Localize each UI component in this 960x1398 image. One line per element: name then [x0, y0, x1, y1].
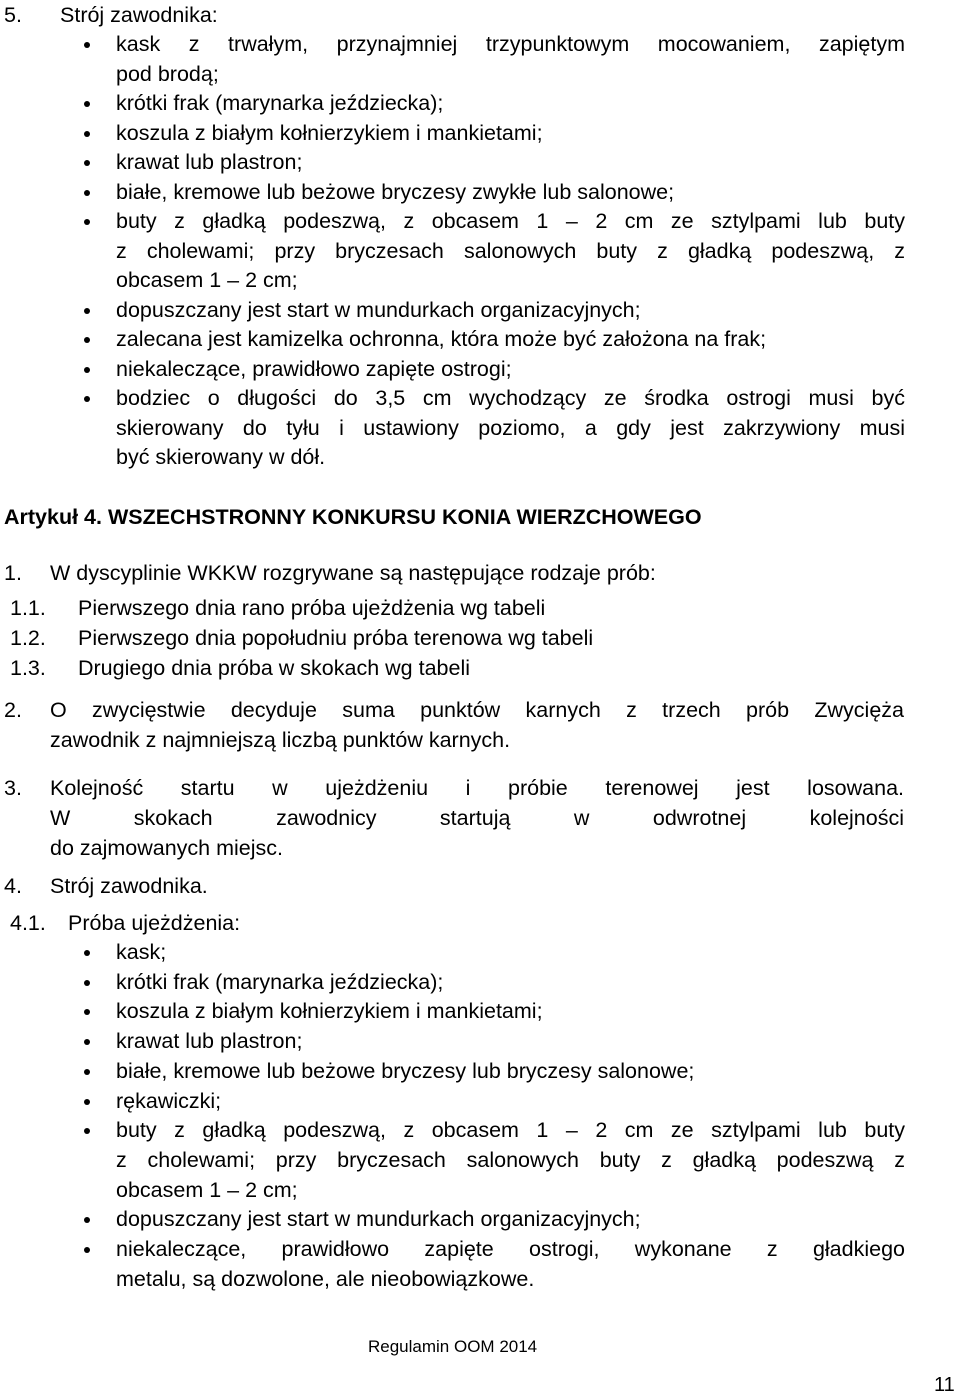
list-item-line: białe, kremowe lub beżowe bryczesy lub bryczesy salonowe;: [116, 1058, 695, 1083]
sub-text: Pierwszego dnia popołudniu próba terenowa wg tabeli: [78, 626, 594, 650]
article-heading: Artykuł 4. WSZECHSTRONNY KONKURSU KONIA WIERZCHOWEGO: [4, 505, 702, 529]
list-item-line: buty z gładką podeszwą, z obcasem 1 – 2 cm ze sztylpami lub buty: [116, 209, 905, 233]
list-item-line: krawat lub plastron;: [116, 1029, 303, 1054]
p4-text: Strój zawodnika.: [50, 874, 208, 898]
list-item-line: być skierowany w dół.: [116, 445, 326, 469]
sub-text: Pierwszego dnia rano próba ujeżdżenia wg tabeli: [78, 596, 546, 620]
list-item-line: dopuszczany jest start w mundurkach organizacyjnych;: [116, 297, 641, 322]
section-title: Strój zawodnika:: [60, 3, 218, 27]
bullet-icon: [84, 308, 90, 314]
p1-number: 1.: [4, 561, 22, 585]
list-item-line: niekaleczące, prawidłowo zapięte ostrogi, wykonane z gładkiego: [116, 1237, 905, 1261]
bullet-icon: [84, 1217, 90, 1223]
bullet-icon: [84, 1069, 90, 1075]
bullet-icon: [84, 42, 90, 48]
page-number: 11: [934, 1374, 955, 1396]
list-item-line: obcasem 1 – 2 cm;: [116, 1177, 298, 1202]
list-item-line: z cholewami; przy bryczesach salonowych buty z gładką podeszwą z: [116, 1147, 905, 1172]
bullet-icon: [84, 367, 90, 373]
list-item-line: kask z trwałym, przynajmniej trzypunktowym mocowaniem, zapiętym: [116, 32, 905, 56]
bullet-icon: [84, 190, 90, 196]
list-item-line: obcasem 1 – 2 cm;: [116, 268, 298, 292]
sub-number: 1.2.: [10, 626, 46, 650]
sub-text: Drugiego dnia próba w skokach wg tabeli: [78, 656, 471, 680]
p1-text: W dyscyplinie WKKW rozgrywane są następujące rodzaje prób:: [50, 561, 656, 585]
p2-number: 2.: [4, 698, 22, 722]
bullet-icon: [84, 131, 90, 137]
bullet-icon: [84, 1128, 90, 1134]
list-item-line: niekaleczące, prawidłowo zapięte ostrogi;: [116, 356, 512, 381]
list-item-line: krótki frak (marynarka jeździecka);: [116, 91, 444, 115]
list-item-line: koszula z białym kołnierzykiem i mankietami;: [116, 999, 543, 1024]
list-item-line: buty z gładką podeszwą, z obcasem 1 – 2 cm ze sztylpami lub buty: [116, 1118, 905, 1143]
p3-line: do zajmowanych miejsc.: [50, 836, 284, 860]
bullet-icon: [84, 101, 90, 107]
p3-number: 3.: [4, 776, 22, 800]
bullet-icon: [84, 160, 90, 166]
bullet-icon: [84, 1039, 90, 1045]
section-number: 5.: [4, 3, 22, 27]
bullet-icon: [84, 950, 90, 956]
list-item-line: koszula z białym kołnierzykiem i mankietami;: [116, 120, 543, 145]
list-item-line: bodziec o długości do 3,5 cm wychodzący ze środka ostrogi musi być: [116, 386, 905, 410]
p2-line: O zwycięstwie decyduje suma punktów karnych z trzech prób Zwycięża: [50, 698, 904, 722]
bullet-icon: [84, 1099, 90, 1105]
list-item-line: skierowany do tyłu i ustawiony poziomo, a gdy jest zakrzywiony musi: [116, 415, 905, 440]
list-item-line: z cholewami; przy bryczesach salonowych buty z gładką podeszwą, z: [116, 238, 905, 263]
list-item-line: białe, kremowe lub beżowe bryczesy zwykłe lub salonowe;: [116, 179, 675, 204]
bullet-icon: [84, 396, 90, 402]
footer-text: Regulamin OOM 2014: [368, 1337, 538, 1356]
bullet-icon: [84, 337, 90, 343]
bullet-icon: [84, 1009, 90, 1015]
list-item-line: rękawiczki;: [116, 1088, 222, 1113]
p4-number: 4.: [4, 874, 22, 898]
sub-number: 1.1.: [10, 596, 46, 620]
p3-line: Kolejność startu w ujeżdżeniu i próbie terenowej jest losowana.: [50, 776, 904, 800]
p41-number: 4.1.: [10, 911, 46, 935]
sub-number: 1.3.: [10, 656, 46, 680]
list-item-line: dopuszczany jest start w mundurkach organizacyjnych;: [116, 1207, 641, 1232]
p41-text: Próba ujeżdżenia:: [68, 911, 241, 935]
list-item-line: kask;: [116, 940, 167, 964]
list-item-line: pod brodą;: [116, 61, 219, 86]
list-item-line: zalecana jest kamizelka ochronna, która może być założona na frak;: [116, 327, 767, 351]
bullet-icon: [84, 219, 90, 225]
list-item-line: metalu, są dozwolone, ale nieobowiązkowe.: [116, 1266, 535, 1291]
list-item-line: krótki frak (marynarka jeździecka);: [116, 969, 444, 994]
p3-line: W skokach zawodnicy startują w odwrotnej kolejności: [50, 806, 904, 830]
bullet-icon: [84, 980, 90, 986]
p2-line: zawodnik z najmniejszą liczbą punktów karnych.: [50, 728, 511, 752]
bullet-icon: [84, 1247, 90, 1253]
list-item-line: krawat lub plastron;: [116, 150, 303, 174]
